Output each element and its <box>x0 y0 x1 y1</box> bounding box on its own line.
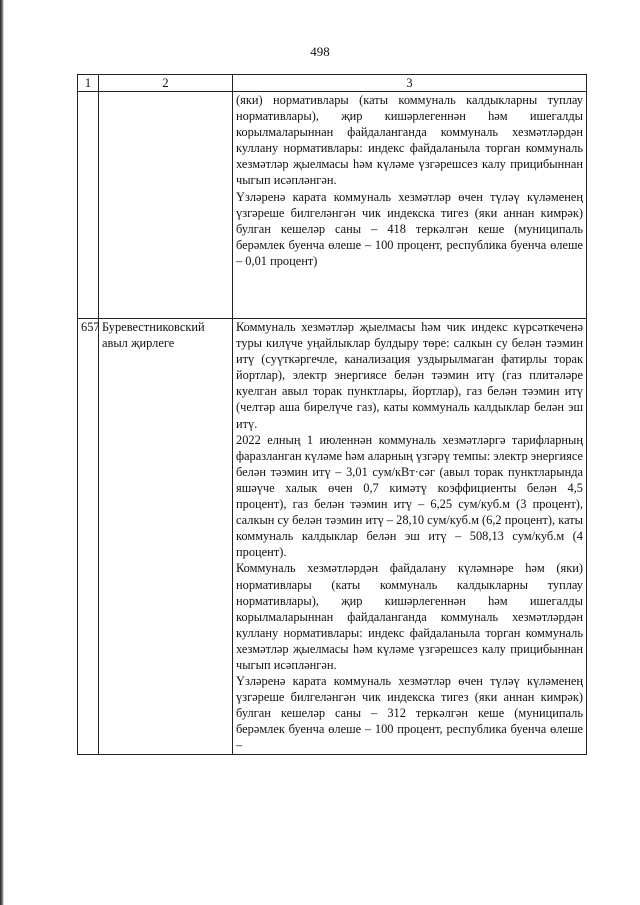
table-row <box>78 92 587 319</box>
row-description <box>233 319 587 755</box>
table-header-row <box>78 75 587 92</box>
document-table <box>77 74 587 755</box>
description-paragraph: Коммуналь хезмәтләрдән файдалану күләмнәре һәм (яки) нормативлары (каты коммуналь калдыкларны туплау нормативлары), җир кишәрлегеннән һәм ишегалды корылмаларыннан файдаланганда коммуналь хезмәтләрдән куллану нормативлары: индекс файдаланыла торган коммуналь хезмәтләр җыелмасы һәм күләме үзгәрешсез калу прицибыннан чыгып исәпләнгән. <box>236 561 583 672</box>
row-description <box>233 92 587 319</box>
scan-edge-shadow <box>0 0 4 905</box>
table-row <box>78 319 587 755</box>
description-paragraph: 2022 елның 1 июленнән коммуналь хезмәтләргә тарифларның фаразланган күләме һәм аларның үзгәрү темпы: электр энергиясе белән тәэмин итү – 3,01 сум/кВт·сәг (авыл торак пунктларында яшәүче халык өчен 0,7 кимәтү коэффициенты белән 4,5 процент), газ белән тәэмин итү – 6,25 сум/куб.м (3 процент), салкын су белән тәэмин итү – 28,10 сум/куб.м (6,2 процент), каты коммуналь калдыклар белән эш итү – 508,13 сум/куб.м (4 процент). <box>236 432 583 560</box>
description-paragraph: Коммуналь хезмәтләр җыелмасы һәм чик индекс күрсәткеченә туры килүче уңайлыклар булдыру төре: салкын су белән тәэмин итү (суүткәргечле, канализация уздырылмаган фатирлы торак йортлар), электр энергиясе белән тәэмин итү (газ плитәләре куелган авыл торак пунктлары, йортлар), газ белән тәэмин итү (челтәр аша бирелүче газ), каты коммуналь калдыклар белән эш итү. <box>236 320 583 431</box>
description-paragraph: (яки) нормативлары (каты коммуналь калдыкларны туплау нормативлары), җир кишәрлегеннән һәм ишегалды корылмаларыннан файдаланганда коммуналь хезмәтләрдән куллану нормативлары: индекс файдаланыла торган коммуналь хезмәтләр җыелмасы һәм күләме үзгәрешсез калу прицибыннан чыгып исәпләнгән. <box>236 93 583 188</box>
row-number <box>78 92 99 319</box>
settlement-name: Буревестниковский авыл җирлеге <box>99 319 233 755</box>
description-paragraph: Үзләренә карата коммуналь хезмәтләр өчен түләү күләменең үзгәреше билгеләнгән чик индекска тигез (яки аннан кимрәк) булган кешеләр саны – 312 теркәлгән кеше (муниципаль берәмлек буенча өлеше – 100 процент, республика буенча өлеше – <box>236 674 583 753</box>
settlement-name <box>99 92 233 319</box>
page-number: 498 <box>310 44 330 59</box>
column-header: 2 <box>99 75 233 92</box>
column-header: 1 <box>78 75 99 92</box>
description-paragraph: Үзләренә карата коммуналь хезмәтләр өчен түләү күләменең үзгәреше билгеләнгән чик индекска тигез (яки аннан кимрәк) булган кешеләр саны – 418 теркәлгән кеше (муниципаль берәмлек буенча өлеше – 100 процент, республика буенча өлеше – 0,01 процент) <box>236 189 583 268</box>
column-header: 3 <box>233 75 587 92</box>
row-number: 657 <box>78 319 99 755</box>
